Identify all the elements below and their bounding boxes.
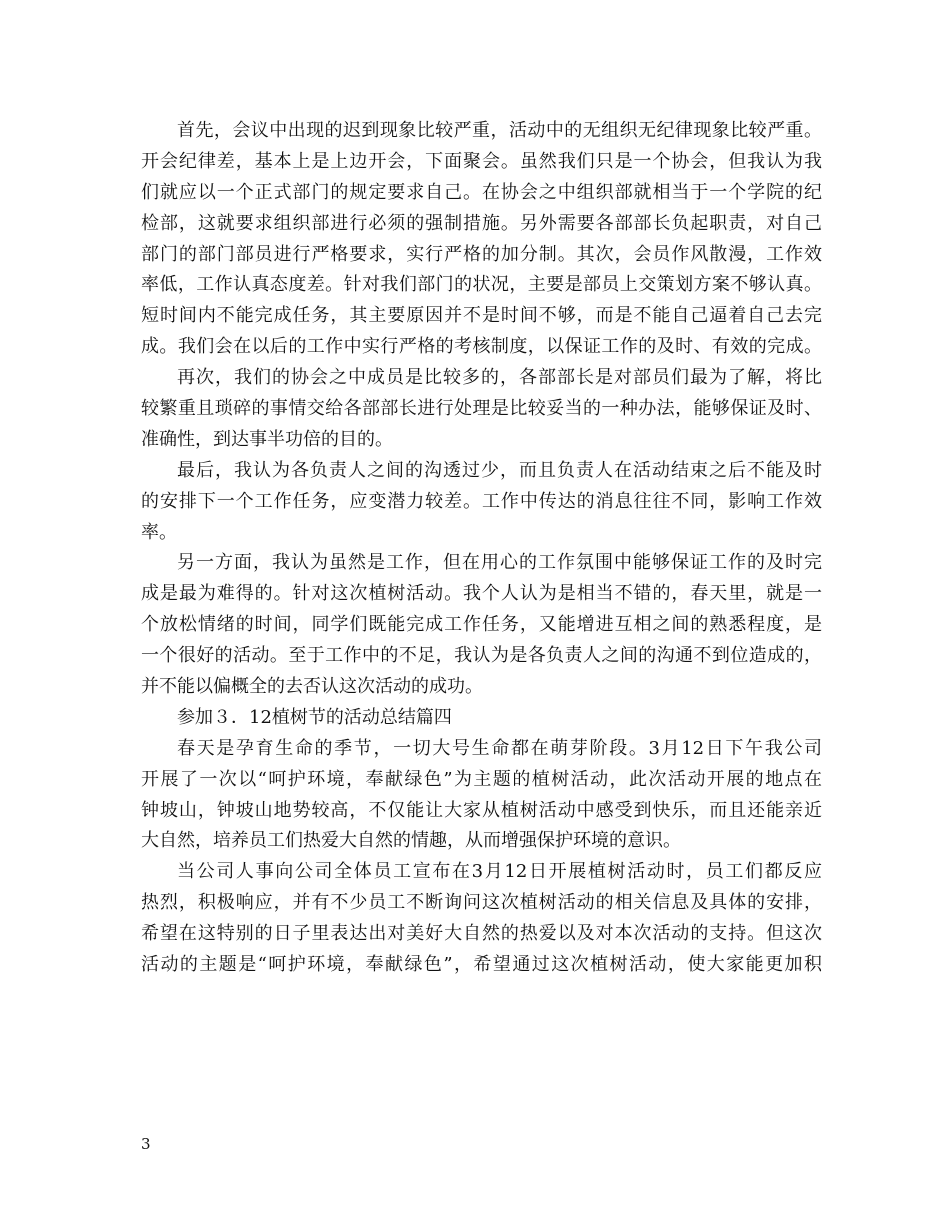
text-line: 检部，这就要求组织部进行必须的强制措施。另外需要各部部长负起职责，对自己 <box>141 212 822 234</box>
text-line: 的安排下一个工作任务，应变潜力较差。工作中传达的消息往往不同，影响工作效 <box>141 490 822 512</box>
text-line: 热烈，积极响应，并有不少员工不断询问这次植树活动的相关信息及具体的安排， <box>141 892 822 914</box>
text-line: 个放松情绪的时间，同学们既能完成工作任务，又能增进互相之间的熟悉程度，是 <box>141 614 822 636</box>
text-line: 成。我们会在以后的工作中实行严格的考核制度，以保证工作的及时、有效的完成。 <box>141 336 822 358</box>
text-line: 钟坡山，钟坡山地势较高，不仅能让大家从植树活动中感受到快乐，而且还能亲近 <box>141 799 822 821</box>
text-line: 再次，我们的协会之中成员是比较多的，各部部长是对部员们最为了解，将比 <box>177 367 822 389</box>
text-line: 希望在这特别的日子里表达出对美好大自然的热爱以及对本次活动的支持。但这次 <box>141 923 822 945</box>
page-number: 3 <box>141 1135 151 1153</box>
text-line: 率。 <box>141 521 177 543</box>
text-line: 另一方面，我认为虽然是工作，但在用心的工作氛围中能够保证工作的及时完 <box>177 552 822 574</box>
text-line: 并不能以偏概全的去否认这次活动的成功。 <box>141 676 483 698</box>
text-line: 准确性，到达事半功倍的目的。 <box>141 428 393 450</box>
text-line: 最后，我认为各负责人之间的沟透过少，而且负责人在活动结束之后不能及时 <box>177 459 822 481</box>
text-line: 开会纪律差，基本上是上边开会，下面聚会。虽然我们只是一个协会，但我认为我 <box>141 150 822 172</box>
text-line: 开展了一次以“呵护环境，奉献绿色”为主题的植树活动，此次活动开展的地点在 <box>141 768 822 790</box>
text-line: 首先，会议中出现的迟到现象比较严重，活动中的无组织无纪律现象比较严重。 <box>177 120 822 141</box>
text-line: 当公司人事向公司全体员工宣布在3月12日开展植树活动时，员工们都反应 <box>177 861 822 883</box>
text-line: 部门的部门部员进行严格要求，实行严格的加分制。其次，会员作风散漫，工作效 <box>141 243 822 265</box>
text-line: 率低，工作认真态度差。针对我们部门的状况，主要是部员上交策划方案不够认真。 <box>141 274 822 296</box>
section-heading: 参加３．12植树节的活动总结篇四 <box>177 706 452 728</box>
document-body <box>141 116 822 981</box>
text-line: 们就应以一个正式部门的规定要求自己。在协会之中组织部就相当于一个学院的纪 <box>141 181 822 203</box>
text-line: 一个很好的活动。至于工作中的不足，我认为是各负责人之间的沟通不到位造成的， <box>141 645 822 667</box>
text-line: 成是最为难得的。针对这次植树活动。我个人认为是相当不错的，春天里，就是一 <box>141 583 822 605</box>
text-line: 较繁重且琐碎的事情交给各部部长进行处理是比较妥当的一种办法，能够保证及时、 <box>141 398 822 420</box>
text-line: 大自然，培养员工们热爱大自然的情趣，从而增强保护环境的意识。 <box>141 830 681 852</box>
text-line: 活动的主题是“呵护环境，奉献绿色”，希望通过这次植树活动，使大家能更加积 <box>141 954 822 976</box>
text-line: 短时间内不能完成任务，其主要原因并不是时间不够，而是不能自己逼着自己去完 <box>141 305 822 327</box>
text-line: 春天是孕育生命的季节，一切大号生命都在萌芽阶段。3月12日下午我公司 <box>177 737 822 759</box>
